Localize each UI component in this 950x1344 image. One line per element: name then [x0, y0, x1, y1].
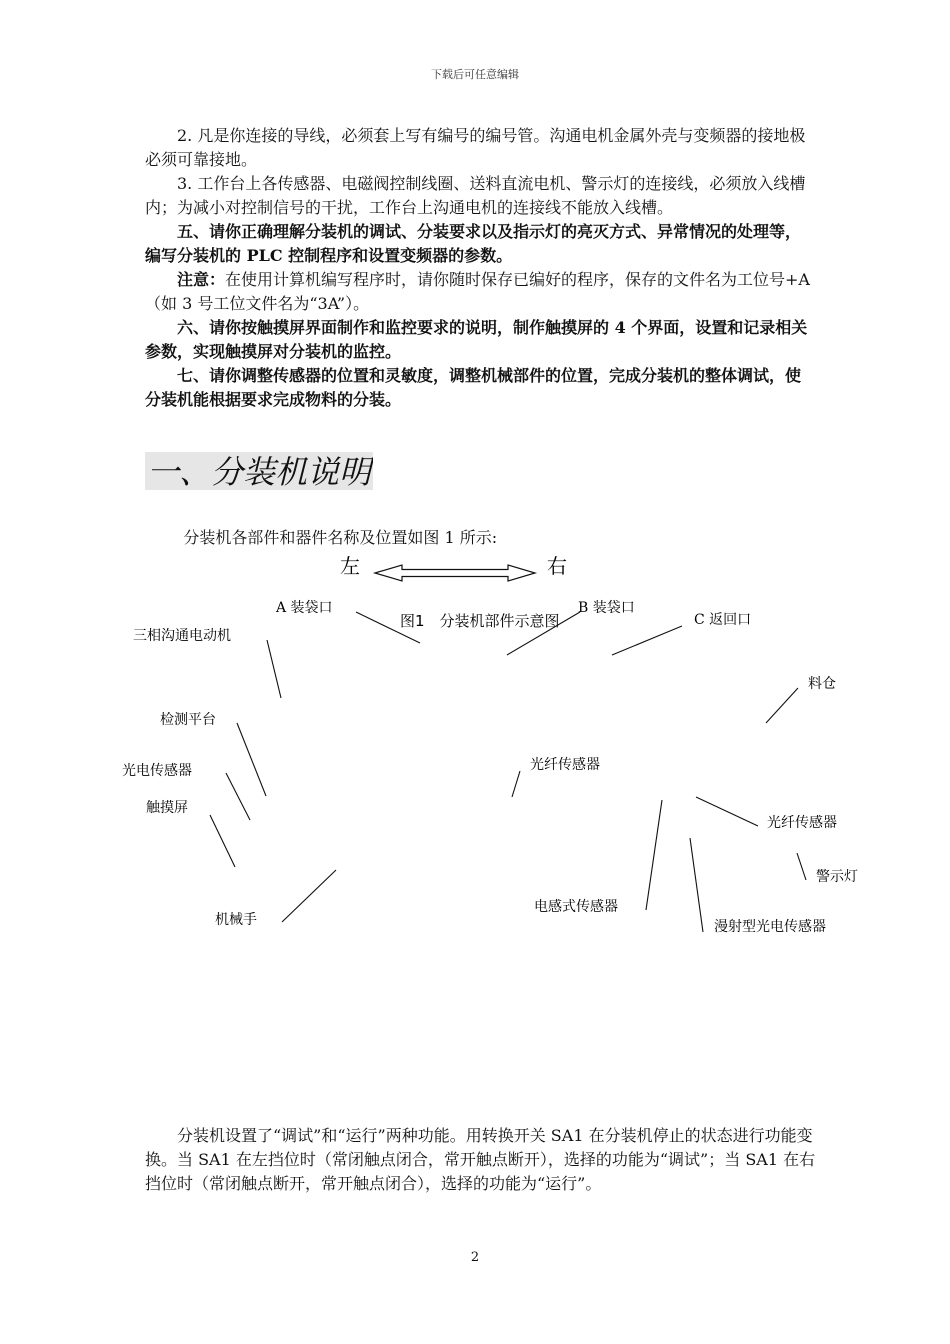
label-hopper: 料仓 — [808, 676, 836, 692]
label-diffuse-sensor: 漫射型光电传感器 — [714, 919, 826, 935]
label-photo-sensor: 光电传感器 — [122, 763, 192, 779]
section-heading: 一、分装机说明 — [147, 453, 372, 490]
label-inductive-sensor: 电感式传感器 — [534, 899, 618, 915]
paragraph-3: 3. 工作台上各传感器、电磁阀控制线圈、送料直流电机、警示灯的连接线，必须放入线槽内；为减小对控制信号的干扰，工作台上沟通电机的连接线不能放入线槽。 — [145, 174, 806, 217]
label-warning-light: 警示灯 — [816, 869, 858, 885]
figure-caption: 图1 分装机部件示意图 — [400, 612, 560, 630]
note-label: 注意： — [177, 270, 226, 289]
leader-lines — [210, 612, 806, 932]
leader-fiber-sensor-1 — [512, 771, 520, 797]
label-platform: 检测平台 — [160, 712, 216, 728]
leader-fiber-sensor-2 — [696, 797, 758, 826]
label-robot: 机械手 — [215, 912, 257, 928]
leader-platform — [237, 723, 266, 796]
leader-touch-screen — [210, 815, 235, 867]
figure-intro: 分装机各部件和器件名称及位置如图 1 所示: — [183, 528, 498, 547]
leader-warning-light — [797, 853, 806, 880]
leader-motor — [267, 640, 281, 698]
leader-hopper — [766, 688, 798, 723]
leader-robot — [282, 870, 336, 922]
label-touch-screen: 触摸屏 — [146, 800, 188, 816]
label-fiber-sensor-1: 光纤传感器 — [530, 757, 600, 773]
paragraph-2: 2. 凡是你连接的导线，必须套上写有编号的编号管。沟通电机金属外壳与变频器的接地极必须可靠接地。 — [145, 126, 806, 169]
paragraph-5: 五、请你正确理解分装机的调试、分装要求以及指示灯的亮灭方式、异常情况的处理等，编写分装机的 PLC 控制程序和设置变频器的参数。 — [145, 222, 802, 265]
leader-diffuse-sensor — [690, 838, 703, 932]
note-text: 在使用计算机编写程序时，请你随时保存已编好的程序，保存的文件名为工位号+A（如 3 号工位文件名为“3A”）。 — [145, 270, 810, 313]
function-description: 分装机设置了“调试”和“运行”两种功能。用转换开关 SA1 在分装机停止的状态进行功能变换。当 SA1 在左挡位时（常闭触点闭合，常开触点断开），选择的功能为“调试”；当 SA1 在右挡位时（常闭触点断开，常开触点闭合），选择的功能为“运行”。 — [145, 1126, 816, 1193]
label-bag-a: A 装袋口 — [276, 600, 333, 616]
callout-labels — [122, 599, 858, 935]
page-number: 2 — [470, 1250, 480, 1265]
label-left: 左 — [340, 554, 360, 578]
label-fiber-sensor-2: 光纤传感器 — [767, 815, 837, 831]
page-header: 下载后可任意编辑 — [431, 68, 519, 81]
label-motor: 三相沟通电动机 — [133, 628, 231, 644]
leader-photo-sensor — [226, 773, 250, 820]
paragraph-7: 七、请你调整传感器的位置和灵敏度，调整机械部件的位置，完成分装机的整体调试，使分装机能根据要求完成物料的分装。 — [145, 366, 802, 409]
leader-inductive-sensor — [646, 800, 662, 910]
double-arrow-icon — [375, 565, 535, 581]
label-bag-b: B 装袋口 — [578, 600, 635, 616]
paragraph-6: 六、请你按触摸屏界面制作和监控要求的说明，制作触摸屏的 4 个界面，设置和记录相关参数，实现触摸屏对分装机的监控。 — [145, 318, 808, 361]
leader-return-c — [612, 626, 682, 655]
label-return-c: C 返回口 — [694, 612, 752, 628]
label-right: 右 — [547, 554, 567, 578]
